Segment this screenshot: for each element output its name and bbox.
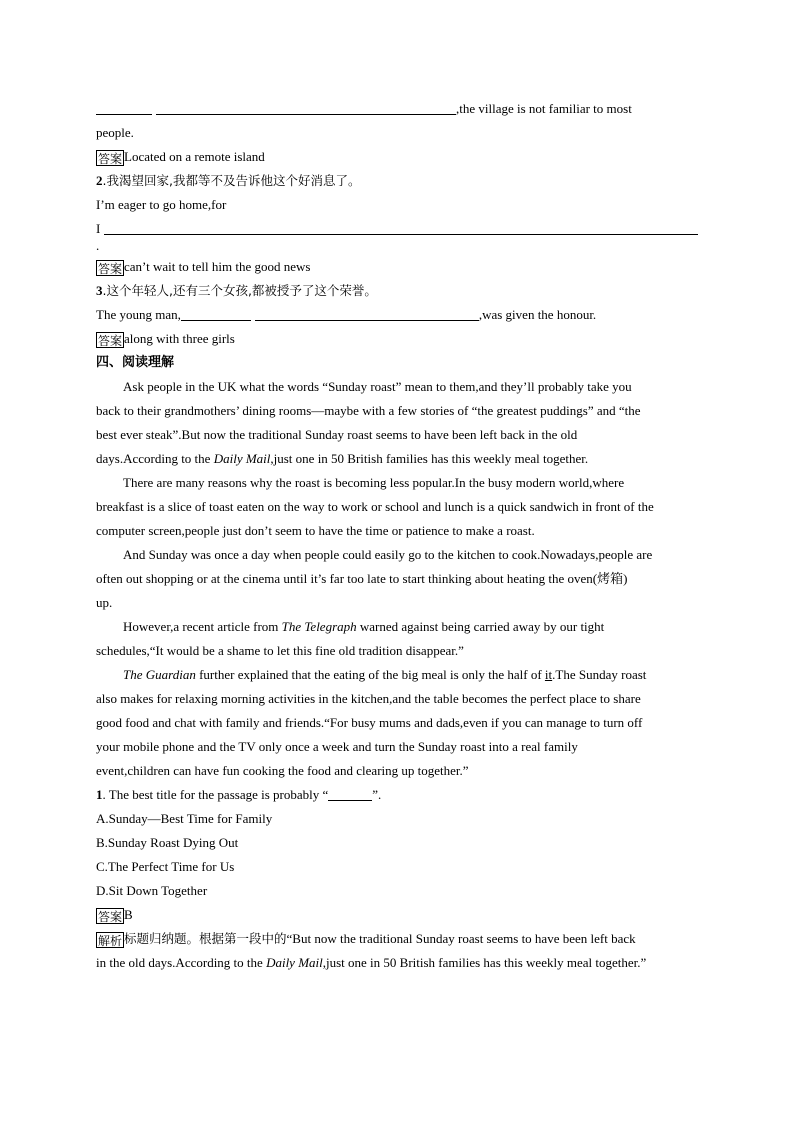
passage-line: back to their grandmothers’ dining rooms—maybe with a few stories of “the greatest puddings” and “the (96, 403, 641, 418)
q1-prev-line1: ,the village is not familiar to most (96, 97, 698, 121)
q1-prev-line2: people. (96, 125, 134, 140)
passage-line: up. (96, 595, 113, 610)
passage-line: days.According to the Daily Mail,just one in 50 British families has this weekly meal together. (96, 451, 589, 466)
answer-tag: 答案 (98, 152, 123, 167)
passage-line: And Sunday was once a day when people could easily go to the kitchen to cook.Nowadays,people are (123, 547, 653, 562)
q3-prompt: 3.这个年轻人,还有三个女孩,都被授予了这个荣誉。 (96, 283, 377, 298)
q2-line2: I (96, 217, 698, 241)
passage-line: schedules,“It would be a shame to let this fine old tradition disappear.” (96, 643, 464, 658)
passage-line: best ever steak”.But now the traditional Sunday roast seems to have been left back in the old (96, 427, 578, 442)
answer-text: Located on a remote island (124, 149, 265, 164)
answer-tag: 答案 (98, 334, 123, 349)
answer-blank[interactable] (156, 100, 456, 115)
passage-line: event,children can have fun cooking the food and clearing up together.” (96, 763, 469, 778)
q2-answer (96, 255, 698, 279)
mcq1-option-d[interactable]: D.Sit Down Together (96, 883, 208, 898)
answer-blank[interactable] (328, 786, 372, 801)
mcq1-option-c[interactable]: C.The Perfect Time for Us (96, 859, 235, 874)
answer-blank[interactable] (255, 306, 479, 321)
passage-line: The Guardian further explained that the eating of the big meal is only the half of it.The Sunday roast (123, 667, 647, 682)
answer-text: can’t wait to tell him the good news (124, 259, 311, 274)
answer-text: B (124, 907, 133, 922)
passage-line: computer screen,people just don’t seem to have the time or patience to make a roast. (96, 523, 535, 538)
passage-line: often out shopping or at the cinema until it’s far too late to start thinking about heating the oven(烤箱) (96, 571, 628, 586)
mcq1-analysis-line2: in the old days.According to the Daily Mail,just one in 50 British families has this weekly meal together.” (96, 955, 647, 970)
reading-passage (96, 375, 698, 783)
answer-text: along with three girls (124, 331, 235, 346)
answer-tag: 答案 (98, 262, 123, 277)
q1-prev-answer (96, 145, 698, 169)
q3-answer (96, 327, 698, 351)
section-title: 四、阅读理解 (96, 355, 175, 370)
q2-prompt: 2.我渴望回家,我都等不及告诉他这个好消息了。 (96, 173, 361, 188)
mcq1-stem: 1. The best title for the passage is probably “ ”. (96, 787, 382, 802)
mcq1-option-b[interactable]: B.Sunday Roast Dying Out (96, 835, 239, 850)
passage-line: your mobile phone and the TV only once a week and turn the Sunday roast into a real family (96, 739, 578, 754)
document-content (96, 97, 698, 975)
answer-blank[interactable] (96, 100, 152, 115)
answer-blank[interactable] (104, 220, 698, 235)
passage-line: breakfast is a slice of toast eaten on the way to work or school and lunch is a quick sandwich in front of the (96, 499, 654, 514)
mcq1-option-a[interactable]: A.Sunday—Best Time for Family (96, 811, 273, 826)
passage-line: good food and chat with family and friends.“For busy mums and dads,even if you can manage to turn off (96, 715, 643, 730)
passage-line: Ask people in the UK what the words “Sunday roast” mean to them,and they’ll probably take you (123, 379, 632, 394)
mcq1-analysis: 解析 标题归纳题。根据第一段中的“But now the traditional Sunday roast seems to have been left back (98, 931, 636, 949)
q2-line3: . (96, 238, 100, 253)
q3-line: The young man, ,was given the honour. (96, 307, 597, 322)
passage-line: There are many reasons why the roast is becoming less popular.In the busy modern world,where (123, 475, 625, 490)
answer-blank[interactable] (181, 306, 251, 321)
q2-line1: I’m eager to go home,for (96, 197, 227, 212)
answer-tag: 答案 (98, 910, 123, 925)
mcq1-answer (96, 903, 698, 927)
analysis-tag: 解析 (98, 934, 123, 949)
passage-line: However,a recent article from The Telegraph warned against being carried away by our tight (123, 619, 605, 634)
passage-line: also makes for relaxing morning activities in the kitchen,and the table becomes the perfect place to share (96, 691, 641, 706)
